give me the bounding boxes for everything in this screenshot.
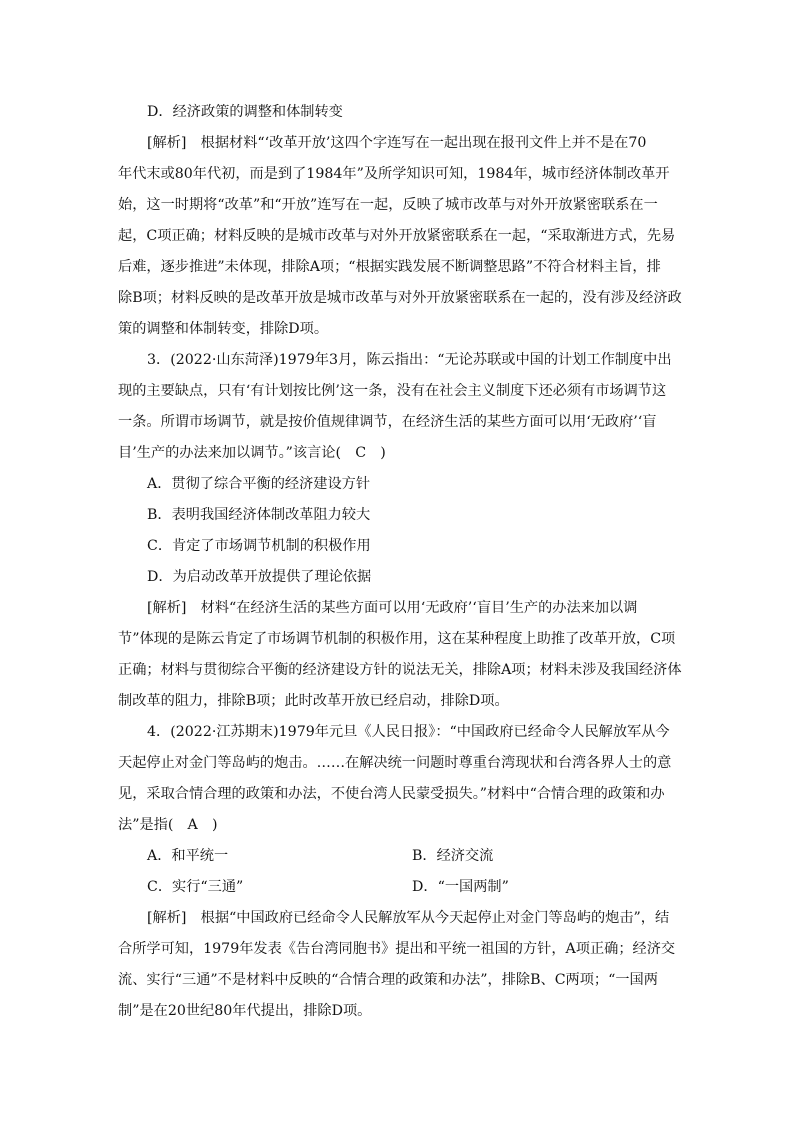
q2-analysis-line-3: 始，这一时期将“改革”和“开放”连写在一起，反映了城市改革与对外开放紧密联系在一 — [118, 197, 658, 213]
q4-analysis-line-2: 合所学可知，1979年发表《告台湾同胞书》提出和平统一祖国的方针，A项正确；经济交 — [118, 941, 676, 957]
q2-analysis-line-2: 年代末或80年代初，而是到了1984年”及所学知识可知，1984年，城市经济体制改革开 — [118, 166, 670, 182]
q4-analysis-line-3: 流、实行“三通”不是材料中反映的“合情合理的政策和办法”，排除B、C两项；“一国两 — [118, 972, 658, 988]
q4-stem-line-4: 法”是指( A ) — [118, 817, 218, 833]
q4-analysis-text-1: 根据“中国政府已经命令人民解放军从今天起停止对金门等岛屿的炮击”，结 — [200, 910, 670, 926]
q4-stem-line-3: 见，采取合情合理的政策和办法，不使台湾人民蒙受损失。”材料中“合情合理的政策和办 — [118, 786, 665, 802]
q4-option-d: D．“一国两制” — [412, 879, 509, 895]
q3-stem-line-2: 现的主要缺点，只有‘有计划按比例’这一条，没有在社会主义制度下还必须有市场调节这 — [118, 383, 667, 399]
q4-analysis-line-4: 制”是在20世纪80年代提出，排除D项。 — [118, 1003, 372, 1019]
q4-options-row-2 — [118, 872, 678, 903]
q3-analysis-line-3: 正确；材料与贯彻综合平衡的经济建设方针的说法无关，排除A项；材料未涉及我国经济体 — [118, 662, 682, 678]
q2-analysis-line-6: 除B项；材料反映的是改革开放是城市改革与对外开放紧密联系在一起的，没有涉及经济政 — [118, 290, 682, 306]
q3-option-b: B．表明我国经济体制改革阻力较大 — [147, 507, 371, 523]
q2-analysis-line-7: 策的调整和体制转变，排除D项。 — [118, 321, 329, 337]
q2-analysis-line-4: 起，C项正确；材料反映的是城市改革与对外开放紧密联系在一起，“采取渐进方式，先易 — [118, 228, 676, 244]
q3-analysis-line-1 — [118, 593, 678, 624]
q3-stem-line-4: 目’生产的办法来加以调节。”该言论( C ) — [118, 445, 386, 461]
q4-stem-line-2: 天起停止对金门等岛屿的炮击。……在解决统一问题时尊重台湾现状和台湾各界人士的意 — [118, 755, 672, 771]
q4-option-c: C．实行“三通” — [147, 879, 244, 895]
q3-analysis-text-1: 材料“在经济生活的某些方面可以用‘无政府’‘盲目’生产的办法来加以调 — [200, 600, 638, 616]
q4-option-b: B．经济交流 — [412, 848, 494, 864]
q4-analysis-label: [解析] — [147, 910, 187, 926]
q2-analysis-label: [解析] — [147, 135, 187, 151]
q4-analysis-line-1 — [118, 903, 678, 934]
q2-analysis-line-5: 后难，逐步推进”未体现，排除A项；“根据实践发展不断调整思路”不符合材料主旨，排 — [118, 259, 661, 275]
document-page — [118, 97, 682, 1027]
q2-analysis-text-1: 根据材料“‘改革开放’这四个字连写在一起出现在报刊文件上并不是在70 — [200, 135, 647, 151]
question-2-tail — [118, 97, 682, 345]
q3-stem-line-1: 3．(2022·山东菏泽)1979年3月，陈云指出：“无论苏联或中国的计划工作制度中出 — [147, 352, 672, 368]
q3-analysis-label: [解析] — [147, 600, 187, 616]
q3-option-d: D．为启动改革开放提供了理论依据 — [147, 569, 372, 585]
q2-analysis-line-1 — [118, 128, 678, 159]
q3-option-c: C．肯定了市场调节机制的积极作用 — [147, 538, 371, 554]
q3-analysis-line-2: 节”体现的是陈云肯定了市场调节机制的积极作用，这在某种程度上助推了改革开放，C项 — [118, 631, 676, 647]
q3-analysis-line-4: 制改革的阻力，排除B项；此时改革开放已经启动，排除D项。 — [118, 693, 509, 709]
q4-option-a: A．和平统一 — [147, 848, 229, 864]
q3-option-a: A．贯彻了综合平衡的经济建设方针 — [147, 476, 371, 492]
q4-options-row-1 — [118, 841, 678, 872]
question-4 — [118, 717, 678, 1027]
q4-stem-line-1: 4．(2022·江苏期末)1979年元旦《人民日报》：“中国政府已经命令人民解放军从今 — [147, 724, 670, 740]
question-3 — [118, 345, 682, 717]
q3-stem-line-3: 一条。所谓市场调节，就是按价值规律调节，在经济生活的某些方面可以用‘无政府’‘盲 — [118, 414, 657, 430]
q2-option-d: D．经济政策的调整和体制转变 — [147, 104, 343, 120]
